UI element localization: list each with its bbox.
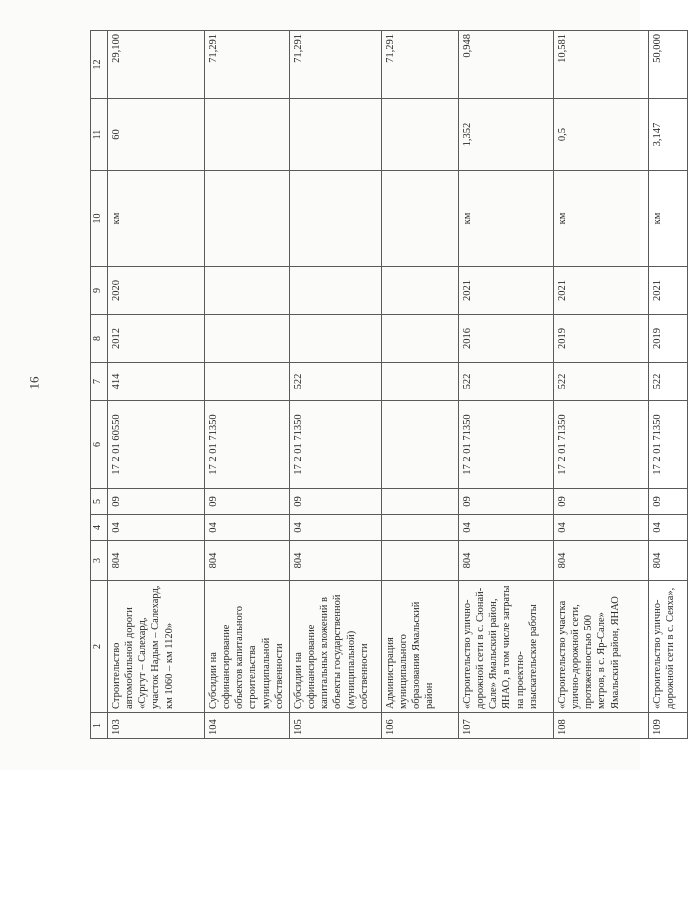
- row-number: 105: [290, 713, 382, 739]
- cell-col4: 04: [649, 515, 688, 541]
- cell-col8: [205, 315, 290, 363]
- row-name: «Строительство участка улично-дорожной сети, протяженностью 500 метров, в с. Яр-Сале» Ямальский район, ЯНАО: [554, 581, 649, 713]
- cell-col10: [382, 171, 459, 267]
- cell-col3: 804: [290, 541, 382, 581]
- cell-col12: 50,000: [649, 31, 688, 99]
- header-cell: 7: [91, 363, 108, 401]
- cell-col7: 522: [649, 363, 688, 401]
- cell-col9: [290, 267, 382, 315]
- header-cell: 8: [91, 315, 108, 363]
- cell-col10: [290, 171, 382, 267]
- cell-col5: [382, 489, 459, 515]
- cell-col4: 04: [554, 515, 649, 541]
- cell-col7: 522: [554, 363, 649, 401]
- table-row: [205, 31, 290, 739]
- cell-col9: 2021: [554, 267, 649, 315]
- cell-col6: 17 2 01 71350: [649, 401, 688, 489]
- cell-col11: [290, 99, 382, 171]
- cell-col4: 04: [459, 515, 554, 541]
- cell-col5: 09: [290, 489, 382, 515]
- header-cell: 11: [91, 99, 108, 171]
- cell-col11: [205, 99, 290, 171]
- cell-col5: 09: [554, 489, 649, 515]
- cell-col11: 60: [108, 99, 205, 171]
- cell-col8: [290, 315, 382, 363]
- row-number: 103: [108, 713, 205, 739]
- cell-col10: км: [108, 171, 205, 267]
- cell-col8: 2019: [554, 315, 649, 363]
- cell-col6: 17 2 01 71350: [554, 401, 649, 489]
- row-number: 109: [649, 713, 688, 739]
- cell-col10: км: [649, 171, 688, 267]
- cell-col7: 522: [459, 363, 554, 401]
- cell-col3: [382, 541, 459, 581]
- cell-col7: [382, 363, 459, 401]
- row-number: 107: [459, 713, 554, 739]
- cell-col7: 522: [290, 363, 382, 401]
- cell-col11: 0,5: [554, 99, 649, 171]
- cell-col12: 29,100: [108, 31, 205, 99]
- cell-col5: 09: [108, 489, 205, 515]
- cell-col12: 0,948: [459, 31, 554, 99]
- cell-col4: 04: [205, 515, 290, 541]
- table-header-row: [91, 31, 108, 739]
- row-name: Субсидии на софинансирование капитальных вложений в объекты государственной (муниципальной) собственности: [290, 581, 382, 713]
- cell-col11: [382, 99, 459, 171]
- cell-col12: 10,581: [554, 31, 649, 99]
- cell-col3: 804: [649, 541, 688, 581]
- cell-col7: 414: [108, 363, 205, 401]
- header-cell: 2: [91, 581, 108, 713]
- cell-col6: [382, 401, 459, 489]
- header-cell: 3: [91, 541, 108, 581]
- cell-col9: 2020: [108, 267, 205, 315]
- table-row: [459, 31, 554, 739]
- cell-col4: 04: [290, 515, 382, 541]
- cell-col5: 09: [459, 489, 554, 515]
- cell-col8: [382, 315, 459, 363]
- cell-col3: 804: [205, 541, 290, 581]
- cell-col11: 3,147: [649, 99, 688, 171]
- row-name: «Строительство улично-дорожной сети в с. Сюнай-Сале» Ямальский район, ЯНАО, в том числе затраты на проектно-изыскательские работы: [459, 581, 554, 713]
- cell-col6: 17 2 01 60550: [108, 401, 205, 489]
- cell-col12: 71,291: [205, 31, 290, 99]
- cell-col3: 804: [554, 541, 649, 581]
- table-row: [649, 31, 688, 739]
- header-cell: 9: [91, 267, 108, 315]
- cell-col5: 09: [205, 489, 290, 515]
- table-container: [90, 31, 677, 739]
- cell-col3: 804: [108, 541, 205, 581]
- header-cell: 4: [91, 515, 108, 541]
- table-row: [382, 31, 459, 739]
- cell-col4: 04: [108, 515, 205, 541]
- cell-col7: [205, 363, 290, 401]
- header-cell: 12: [91, 31, 108, 99]
- cell-col5: 09: [649, 489, 688, 515]
- data-table: [90, 30, 688, 739]
- cell-col6: 17 2 01 71350: [290, 401, 382, 489]
- row-number: 104: [205, 713, 290, 739]
- row-number: 108: [554, 713, 649, 739]
- cell-col6: 17 2 01 71350: [205, 401, 290, 489]
- page-number: 16: [26, 376, 42, 390]
- cell-col9: [382, 267, 459, 315]
- cell-col8: 2012: [108, 315, 205, 363]
- cell-col9: 2021: [459, 267, 554, 315]
- header-cell: 6: [91, 401, 108, 489]
- row-name: Строительство автомобильной дороги «Сургут – Салехард, участок Надым – Салехард, км 1060 – км 1120»: [108, 581, 205, 713]
- header-cell: 1: [91, 713, 108, 739]
- header-cell: 10: [91, 171, 108, 267]
- table-row: [554, 31, 649, 739]
- cell-col12: 71,291: [382, 31, 459, 99]
- cell-col10: [205, 171, 290, 267]
- cell-col8: 2016: [459, 315, 554, 363]
- cell-col9: 2021: [649, 267, 688, 315]
- cell-col9: [205, 267, 290, 315]
- cell-col10: км: [554, 171, 649, 267]
- row-number: 106: [382, 713, 459, 739]
- cell-col11: 1,352: [459, 99, 554, 171]
- header-cell: 5: [91, 489, 108, 515]
- cell-col6: 17 2 01 71350: [459, 401, 554, 489]
- row-name: Субсидии на софинансирование объектов капитального строительства муниципальной собственности: [205, 581, 290, 713]
- cell-col4: [382, 515, 459, 541]
- cell-col10: км: [459, 171, 554, 267]
- table-row: [108, 31, 205, 739]
- row-name: «Строительство улично-дорожной сети в с. Сеяха»,: [649, 581, 688, 713]
- cell-col3: 804: [459, 541, 554, 581]
- table-row: [290, 31, 382, 739]
- row-name: Администрация муниципального образования Ямальский район: [382, 581, 459, 713]
- cell-col12: 71,291: [290, 31, 382, 99]
- cell-col8: 2019: [649, 315, 688, 363]
